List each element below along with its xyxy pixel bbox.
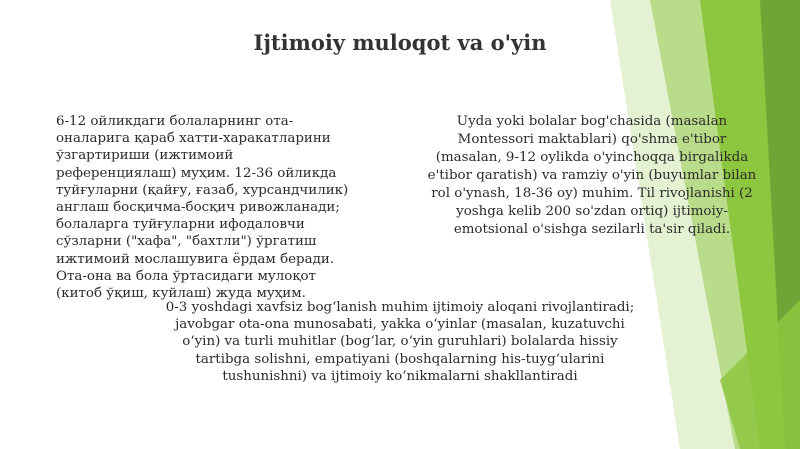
- left-text-block: 6-12 ойликдаги болаларнинг ота- оналарига қараб хатти-харакатларини ўзгартириши (ижтимоий референциялаш) муҳим. 12-36 ойликда туйғуларни (қайғу, ғазаб, хурсандчилик) англаш босқичма-босқич ривожланади; болаларга туйғуларни ифодаловчи сўзларни ("хафа", "бахтли") ўргатиш ижтимоий мослашувига ёрдам беради. Ота-она ва бола ўртасидаги мулоқот (китоб ўқиш, куйлаш) жуда муҳим.: [56, 114, 349, 302]
- bottom-text-block: 0-3 yoshdagi xavfsiz bog‘lanish muhim ijtimoiy aloqani rivojlantiradi; javobgar ota-ona munosabati, yakka o‘yinlar (masalan, kuzatuvchi o‘yin) va turli muhitlar (bog‘lar, o‘yin guruhlari) bolalarda hissiy tartibga solishni, empatiyani (boshqalarning his-tuyg‘ularini tushunishni) va ijtimoiy ko‘nikmalarni shakllantiradi: [165, 300, 635, 384]
- slide-title: Ijtimoiy muloqot va o'yin: [253, 30, 547, 55]
- right-text-block: Uyda yoki bolalar bog'chasida (masalan Montessori maktablari) qo'shma e'tibor (masalan, 9-12 oylikda o'yinchoqqa birgalikda e'tibor qaratish) va ramziy o'yin (buyumlar bilan rol o'ynash, 18-36 oy) muhim. Til rivojlanishi (2 yoshga kelib 200 so'zdan ortiq) ijtimoiy- emotsional o'sishga sezilarli ta'sir qiladi.: [427, 114, 757, 237]
